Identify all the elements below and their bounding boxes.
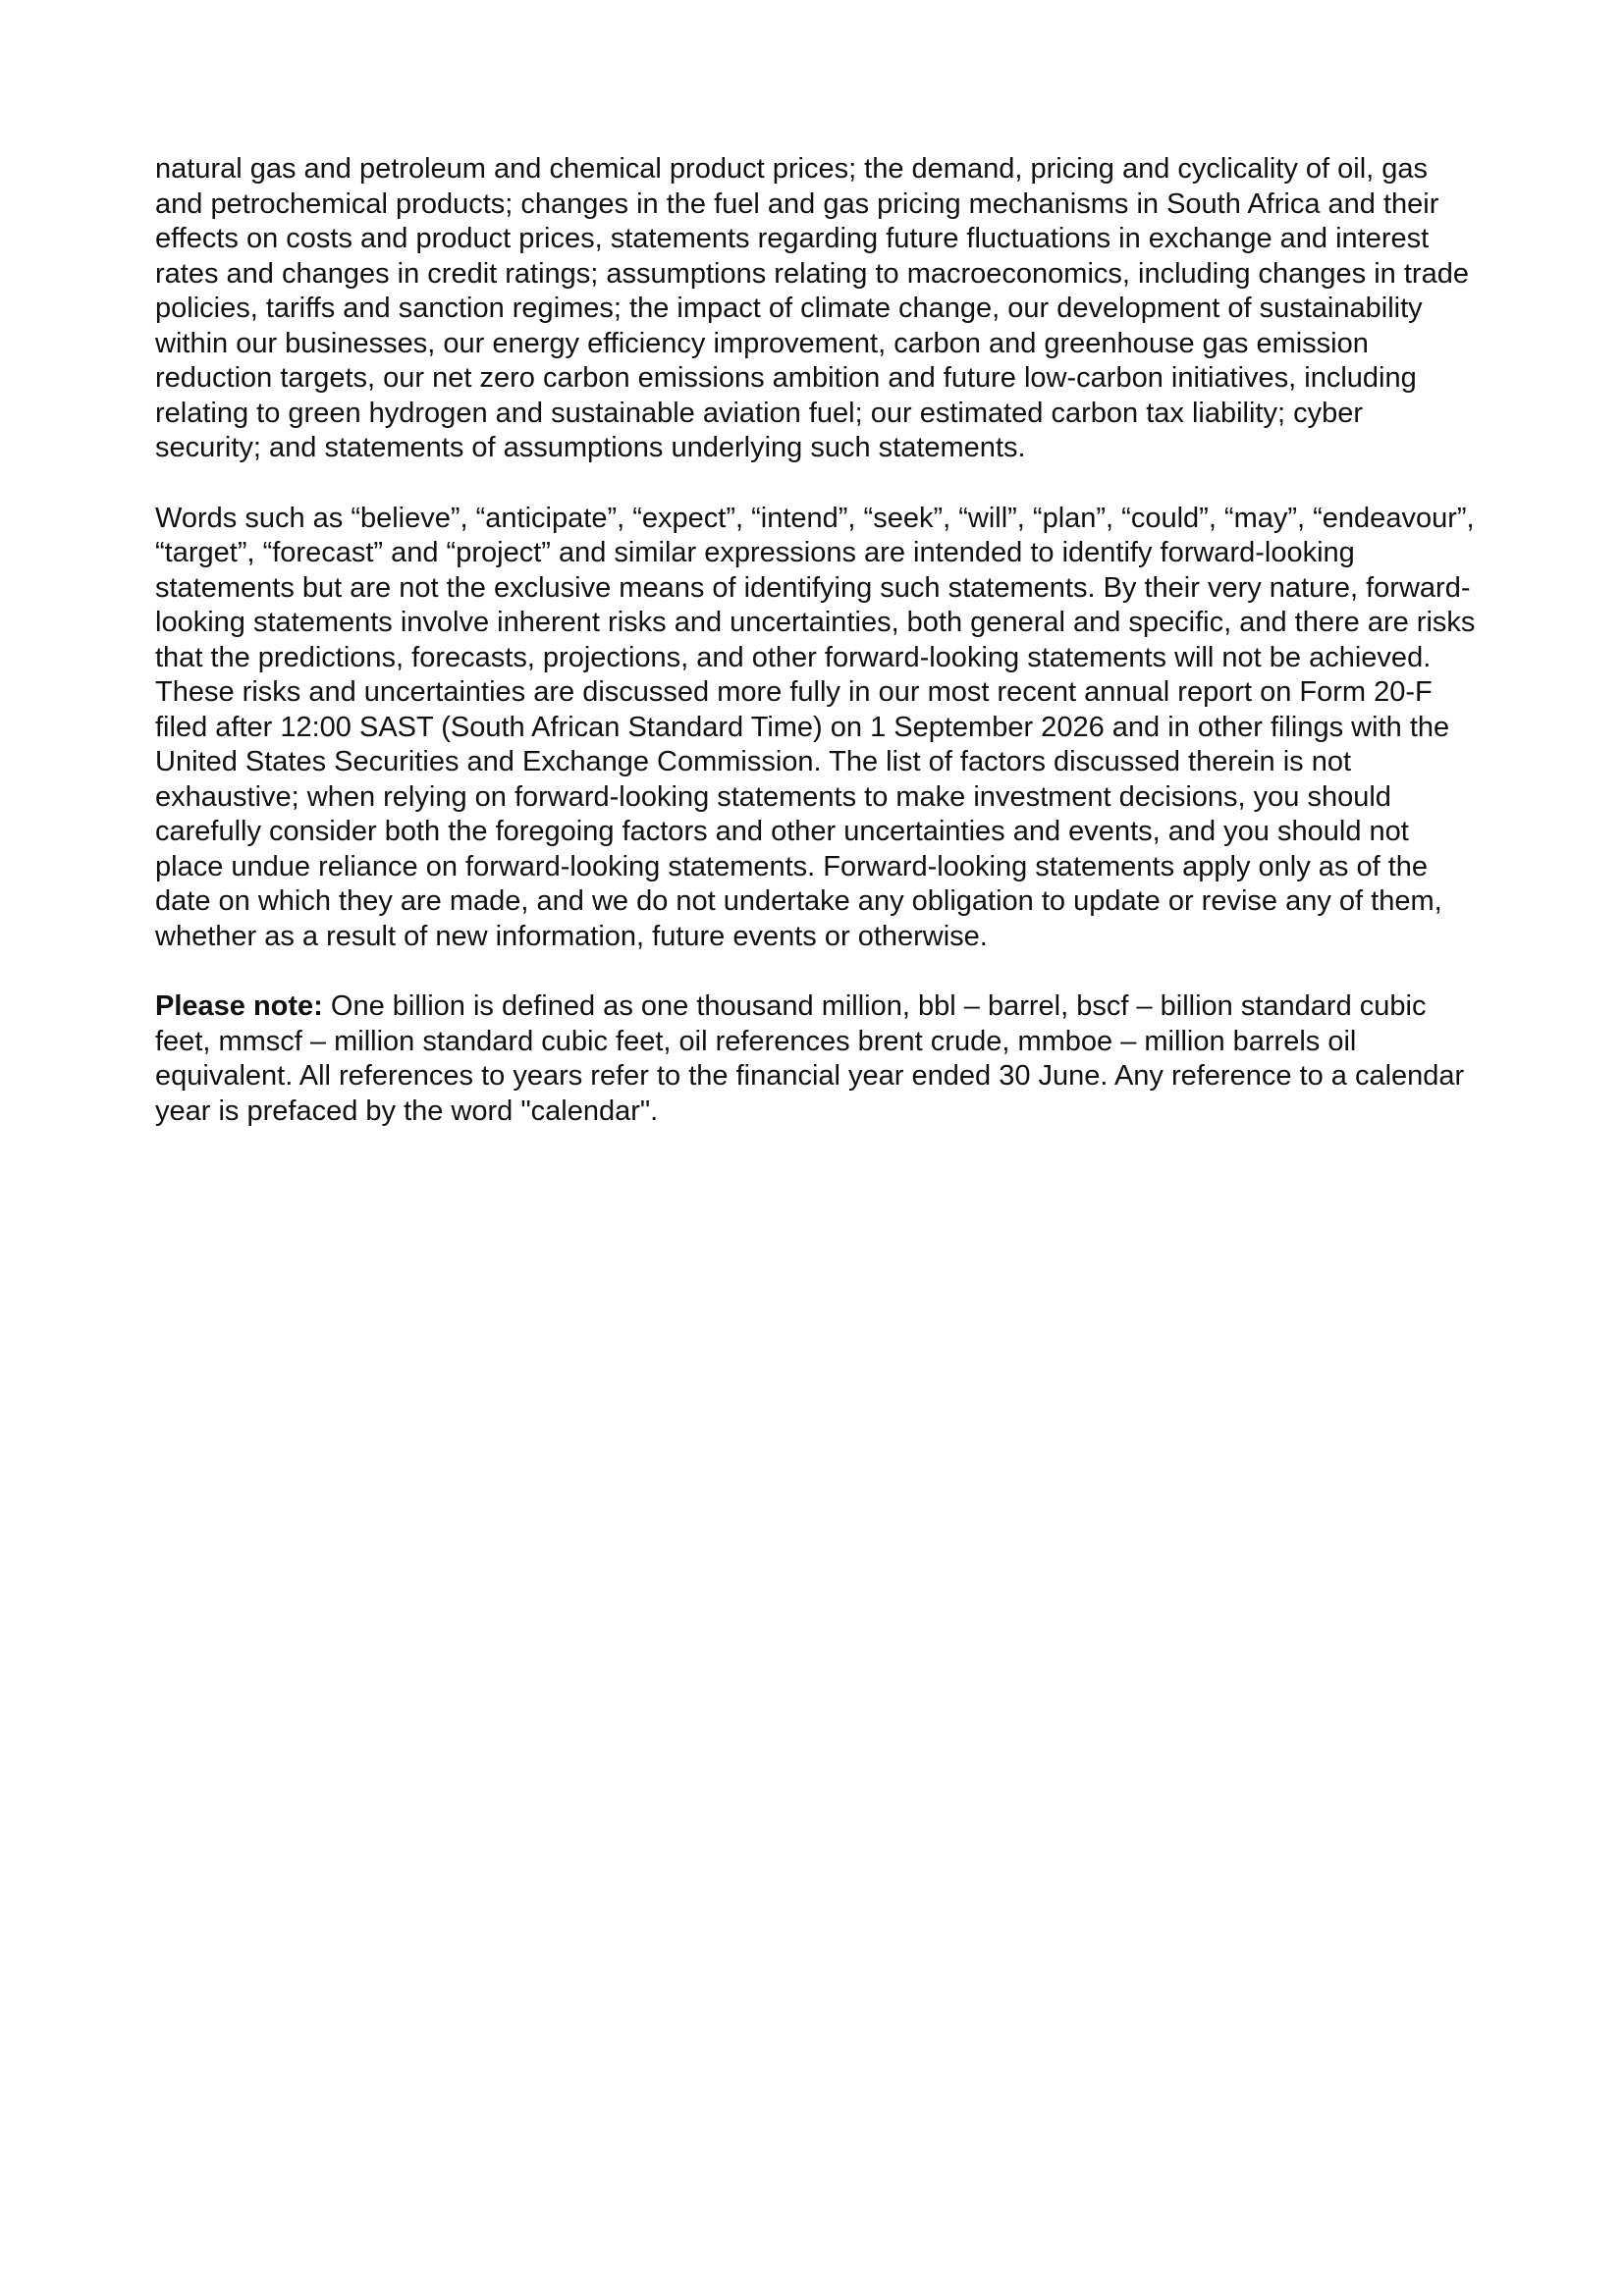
document-body (155, 152, 1476, 1164)
paragraph-forward-looking-topics: natural gas and petroleum and chemical product prices; the demand, pricing and cyclicality of oil, gas and petrochemical products; changes in the fuel and gas pricing mechanisms in South Africa and their effects on costs and product prices, statements regarding future fluctuations in exchange and interest rates and changes in credit ratings; assumptions relating to macroeconomics, including changes in trade policies, tariffs and sanction regimes; the impact of climate change, our development of sustainability within our businesses, our energy efficiency improvement, carbon and greenhouse gas emission reduction targets, our net zero carbon emissions ambition and future low-carbon initiatives, including relating to green hydrogen and sustainable aviation fuel; our estimated carbon tax liability; cyber security; and statements of assumptions underlying such statements. (155, 153, 1469, 463)
paragraph-forward-looking-words: Words such as “believe”, “anticipate”, “expect”, “intend”, “seek”, “will”, “plan”, “could”, “may”, “endeavour”, “target”, “forecast” and “project” and similar expressions are intended to identify forward-looking statements but are not the exclusive means of identifying such statements. By their very nature, forward-looking statements involve inherent risks and uncertainties, both general and specific, and there are risks that the predictions, forecasts, projections, and other forward-looking statements will not be achieved. These risks and uncertainties are discussed more fully in our most recent annual report on Form 20-F filed after 12:00 SAST (South African Standard Time) on 1 September 2026 and in other filings with the United States Securities and Exchange Commission. The list of factors discussed therein is not exhaustive; when relying on forward-looking statements to make investment decisions, you should carefully consider both the foregoing factors and other uncertainties and events, and you should not place undue reliance on forward-looking statements. Forward-looking statements apply only as of the date on which they are made, and we do not undertake any obligation to update or revise any of them, whether as a result of new information, future events or otherwise. (155, 502, 1476, 952)
please-note-label: Please note: (155, 990, 323, 1022)
paragraph-please-note (155, 989, 1476, 1129)
please-note-text: One billion is defined as one thousand million, bbl – barrel, bscf – billion standard cubic feet, mmscf – million standard cubic feet, oil references brent crude, mmboe – million barrels oil equivalent. All references to years refer to the financial year ended 30 June. Any reference to a calendar year is prefaced by the word "calendar". (155, 990, 1465, 1127)
